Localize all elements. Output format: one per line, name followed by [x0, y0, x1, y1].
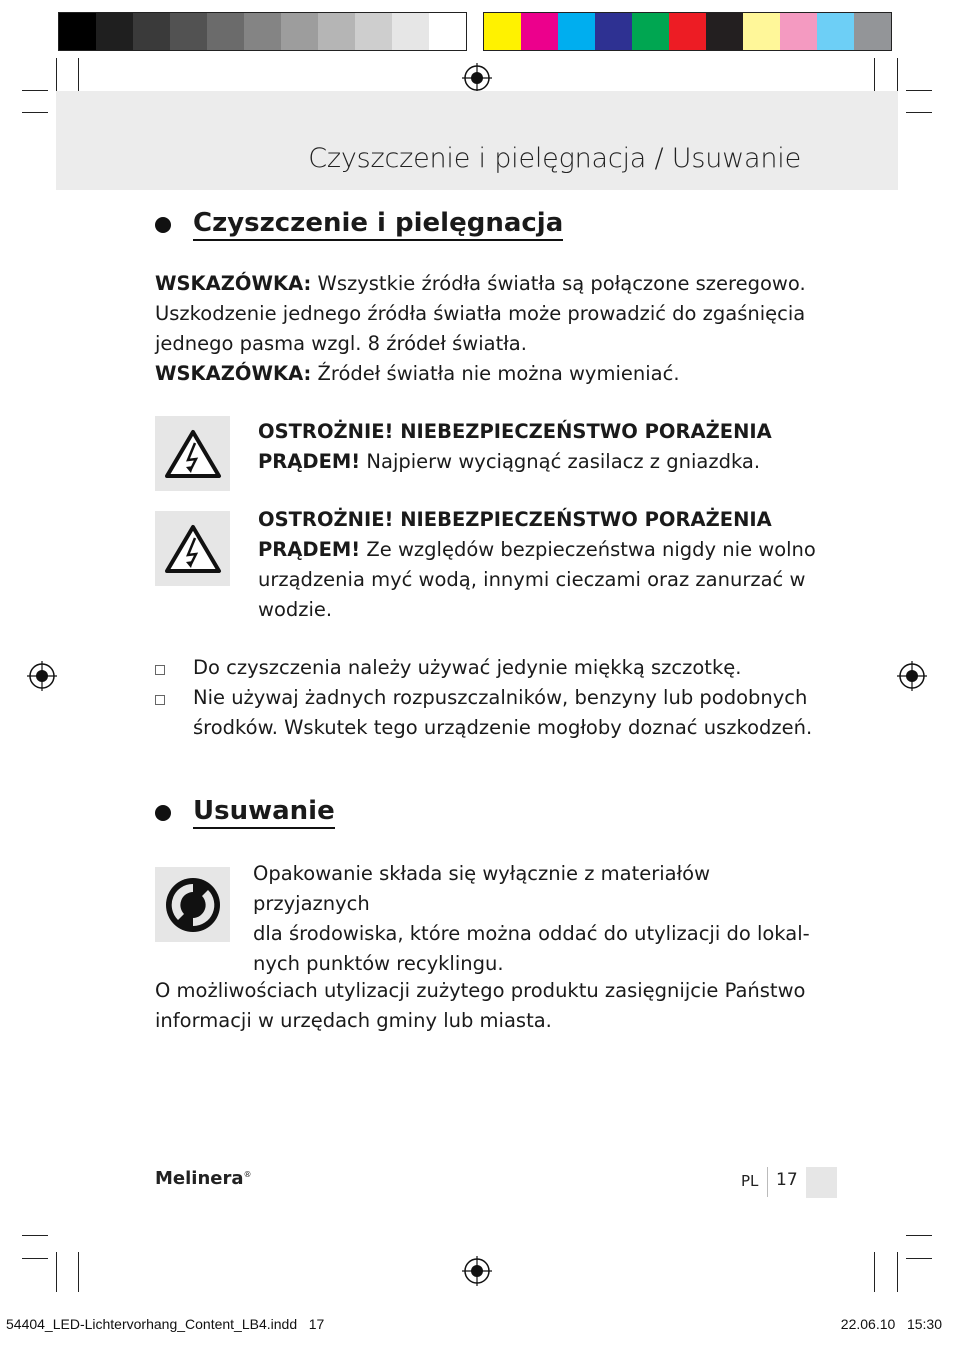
crop-mark	[22, 112, 48, 113]
footer-divider	[767, 1167, 768, 1197]
slug-datetime: 22.06.10 15:30	[840, 1316, 942, 1332]
color-swatch	[281, 13, 318, 50]
note-text: Źródeł światła nie można wymieniać.	[311, 362, 680, 385]
section-heading-disposal: Usuwanie	[155, 796, 335, 829]
color-swatch	[96, 13, 133, 50]
recycle-box	[155, 867, 230, 942]
note-label: WSKAZÓWKA:	[155, 362, 312, 385]
crop-mark	[906, 1258, 932, 1259]
crop-mark	[906, 112, 932, 113]
note-text: jednego pasma wzgl. 8 źródeł światła.	[155, 332, 527, 355]
checkbox-square-icon	[155, 695, 165, 705]
crop-mark	[22, 1235, 48, 1236]
crop-mark	[56, 1252, 57, 1292]
color-swatch	[133, 13, 170, 50]
color-swatch	[355, 13, 392, 50]
warning-text: OSTROŻNIE! NIEBEZPIECZEŃSTWO PORAŻENIA PRĄDEM! Najpierw wyciągnąć zasilacz z gniazdka.	[258, 420, 772, 473]
list-item: Nie używaj żadnych rozpuszczalników, benzyny lub podobnych środków. Wskutek tego urządzenie mogłoby doznać uszkodzeń.	[155, 683, 812, 743]
color-swatch	[484, 13, 521, 50]
list-item: Do czyszczenia należy używać jedynie miękką szczotkę.	[155, 653, 741, 683]
note-label: WSKAZÓWKA:	[155, 272, 312, 295]
color-swatch	[244, 13, 281, 50]
color-swatch	[521, 13, 558, 50]
page-number: 17	[776, 1170, 798, 1190]
registration-mark-icon	[897, 661, 927, 691]
color-bar-grayscale	[58, 12, 467, 51]
header-band	[56, 91, 898, 190]
disposal-info-paragraph: O możliwościach utylizacji zużytego produktu zasięgnijcie Państwo informacji w urzędach gminy lub miasta.	[155, 979, 806, 1032]
crop-mark	[78, 1252, 79, 1292]
page-tab	[806, 1167, 837, 1198]
warning-text: OSTROŻNIE! NIEBEZPIECZEŃSTWO PORAŻENIA PRĄDEM! Ze względów bezpieczeństwa nigdy nie wolno urządzenia myć wodą, innymi cieczami oraz zanurzać w wodzie.	[258, 508, 816, 621]
page-title: Czyszczenie i pielęgnacja / Usuwanie	[308, 143, 801, 174]
registration-mark-icon	[462, 1256, 492, 1286]
warning-box	[155, 511, 230, 586]
color-swatch	[780, 13, 817, 50]
color-swatch	[59, 13, 96, 50]
crop-mark	[906, 90, 932, 91]
packaging-paragraph: Opakowanie składa się wyłącznie z materiałów przyjaznych dla środowiska, które można oddać do utylizacji do lokal- nych punktów recyklingu.	[253, 862, 810, 975]
color-swatch	[429, 13, 466, 50]
color-swatch	[207, 13, 244, 50]
green-dot-recycle-icon	[164, 876, 222, 934]
color-swatch	[595, 13, 632, 50]
color-swatch	[669, 13, 706, 50]
color-swatch	[632, 13, 669, 50]
color-swatch	[743, 13, 780, 50]
note-text: Uszkodzenie jednego źródła światła może prowadzić do zgaśnięcia	[155, 302, 806, 325]
crop-mark	[906, 1235, 932, 1236]
checkbox-square-icon	[155, 665, 165, 675]
color-swatch	[706, 13, 743, 50]
registration-mark-icon	[27, 661, 57, 691]
note-text: Wszystkie źródła światła są połączone szeregowo.	[311, 272, 806, 295]
color-swatch	[854, 13, 891, 50]
color-swatch	[817, 13, 854, 50]
electric-hazard-icon	[164, 429, 222, 479]
language-code: PL	[741, 1172, 759, 1190]
color-swatch	[558, 13, 595, 50]
color-bar-process	[483, 12, 892, 51]
crop-mark	[22, 90, 48, 91]
color-swatch	[318, 13, 355, 50]
bullet-dot-icon	[155, 805, 171, 821]
color-swatch	[170, 13, 207, 50]
crop-mark	[874, 1252, 875, 1292]
bullet-dot-icon	[155, 217, 171, 233]
crop-mark	[22, 1258, 48, 1259]
note-paragraph	[155, 269, 835, 389]
electric-hazard-icon	[164, 524, 222, 574]
registration-mark-icon	[462, 63, 492, 93]
crop-mark	[897, 1252, 898, 1292]
warning-box	[155, 416, 230, 491]
slug-filename: 54404_LED-Lichtervorhang_Content_LB4.indd 17	[6, 1316, 325, 1332]
brand-logo: Melinera®	[155, 1168, 252, 1189]
color-swatch	[392, 13, 429, 50]
section-heading-cleaning: Czyszczenie i pielęgnacja	[155, 208, 563, 241]
